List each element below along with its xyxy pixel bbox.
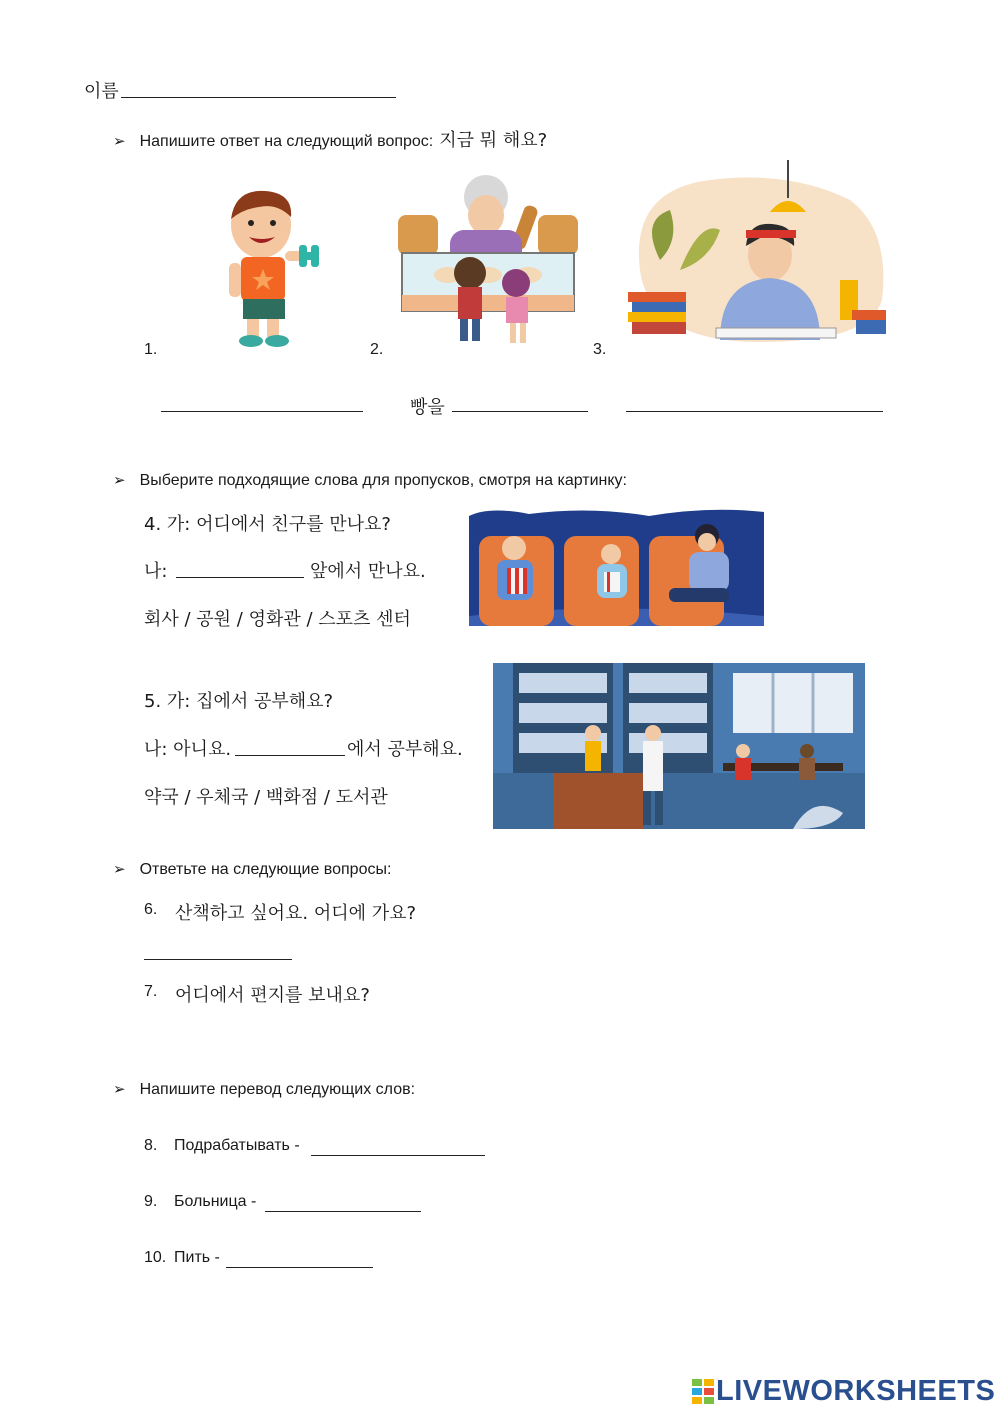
q5-answer-prefix: 나: 아니요. [144,739,232,760]
section-1-prompt-kr: 지금 뭐 해요? [439,130,548,151]
picture-3-number: 3. [593,341,607,358]
q5-question: 5. 가: 집에서 공부해요? [144,691,334,712]
bakery-image [388,175,588,350]
translate-10-number: 10. [144,1249,167,1266]
section-4-prompt: Напишите перевод следующих слов: [139,1081,416,1098]
name-input-line[interactable] [121,97,396,98]
library-image [493,663,865,829]
man-studying-image [620,160,890,345]
section-2-prompt: Выберите подходящие слова для пропусков, смотря на картинку: [139,472,627,489]
q6-question: 산책하고 싶어요. 어디에 가요? [175,903,417,924]
translate-9-number: 9. [144,1193,158,1210]
name-label: 이름 [84,81,119,102]
translate-8-answer-line[interactable] [311,1155,485,1156]
translate-8-number: 8. [144,1137,158,1154]
boy-exercising-image [215,185,325,350]
q4-answer-prefix: 나: [144,561,168,582]
q5-answer-suffix: 에서 공부해요. [347,739,463,760]
section-1-prompt: Напишите ответ на следующий вопрос: [139,133,434,150]
translate-9-word: Больница - [174,1193,257,1210]
cinema-image [469,506,764,626]
liveworksheets-logo-text: LIVEWORKSHEETS [716,1375,996,1407]
answer-2-prefix: 빵을 [410,397,445,418]
answer-1-line[interactable] [161,411,363,412]
section-3-prompt: Ответьте на следующие вопросы: [139,861,392,878]
bullet-icon: ➢ [113,1081,126,1098]
bullet-icon: ➢ [113,133,126,150]
q4-options: 회사 / 공원 / 영화관 / 스포츠 센터 [144,609,411,630]
answer-2-line[interactable] [452,411,588,412]
bullet-icon: ➢ [113,861,126,878]
picture-2-number: 2. [370,341,384,358]
picture-1-number: 1. [144,341,158,358]
q4-answer-line[interactable] [176,577,304,578]
translate-10-answer-line[interactable] [226,1267,373,1268]
q4-question: 4. 가: 어디에서 친구를 만나요? [144,514,391,535]
translate-9-answer-line[interactable] [265,1211,421,1212]
q7-question: 어디에서 편지를 보내요? [175,985,370,1006]
q6-number: 6. [144,901,158,918]
q4-answer-suffix: 앞에서 만나요. [310,561,426,582]
bullet-icon: ➢ [113,472,126,489]
q7-number: 7. [144,983,158,1000]
q5-options: 약국 / 우체국 / 백화점 / 도서관 [144,787,388,808]
q5-answer-line[interactable] [235,755,345,756]
liveworksheets-logo-icon [692,1379,714,1405]
q6-answer-line[interactable] [144,959,292,960]
answer-3-line[interactable] [626,411,883,412]
translate-10-word: Пить - [174,1249,220,1266]
translate-8-word: Подрабатывать - [174,1137,300,1154]
liveworksheets-logo [692,1375,995,1408]
